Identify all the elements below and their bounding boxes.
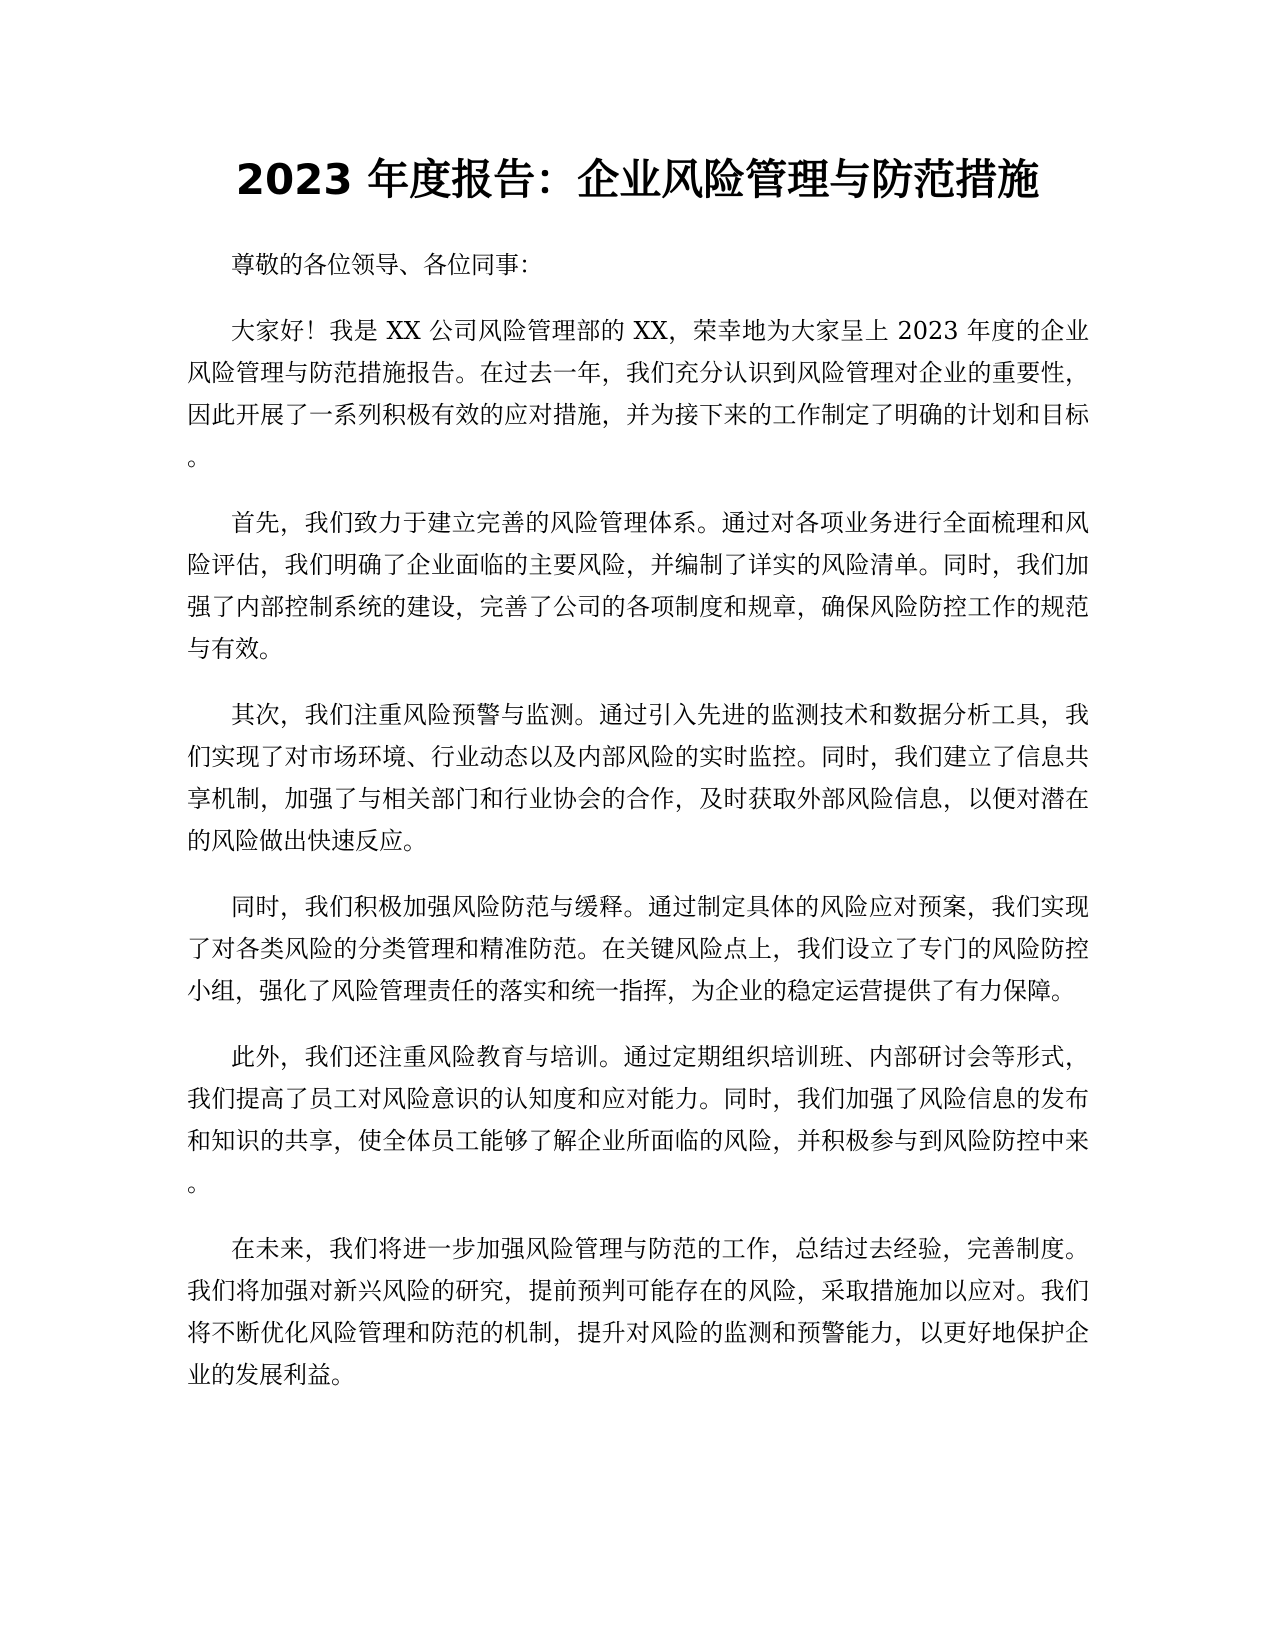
paragraph-training: 此外，我们还注重风险教育与培训。通过定期组织培训班、内部研讨会等形式，我们提高了员工对风险意识的认知度和应对能力。同时，我们加强了风险信息的发布和知识的共享，使全体员工能够了解企业所面临的风险，并积极参与到风险防控中来。 bbox=[187, 1043, 1089, 1197]
paragraph-prevention: 同时，我们积极加强风险防范与缓释。通过制定具体的风险应对预案，我们实现了对各类风险的分类管理和精准防范。在关键风险点上，我们设立了专门的风险防控小组，强化了风险管理责任的落实和统一指挥，为企业的稳定运营提供了有力保障。 bbox=[187, 893, 1089, 1005]
paragraph-monitoring: 其次，我们注重风险预警与监测。通过引入先进的监测技术和数据分析工具，我们实现了对市场环境、行业动态以及内部风险的实时监控。同时，我们建立了信息共享机制，加强了与相关部门和行业协会的合作，及时获取外部风险信息，以便对潜在的风险做出快速反应。 bbox=[187, 701, 1089, 855]
document-title: 2023 年度报告：企业风险管理与防范措施 bbox=[235, 155, 1040, 204]
paragraph-future: 在未来，我们将进一步加强风险管理与防范的工作，总结过去经验，完善制度。我们将加强对新兴风险的研究，提前预判可能存在的风险，采取措施加以应对。我们将不断优化风险管理和防范的机制，提升对风险的监测和预警能力，以更好地保护企业的发展利益。 bbox=[187, 1235, 1089, 1389]
paragraph-intro: 大家好！我是 XX 公司风险管理部的 XX，荣幸地为大家呈上 2023 年度的企业风险管理与防范措施报告。在过去一年，我们充分认识到风险管理对企业的重要性，因此开展了一系列积极有效的应对措施，并为接下来的工作制定了明确的计划和目标。 bbox=[187, 317, 1089, 471]
salutation: 尊敬的各位领导、各位同事： bbox=[231, 251, 543, 279]
paragraph-system: 首先，我们致力于建立完善的风险管理体系。通过对各项业务进行全面梳理和风险评估，我们明确了企业面临的主要风险，并编制了详实的风险清单。同时，我们加强了内部控制系统的建设，完善了公司的各项制度和规章，确保风险防控工作的规范与有效。 bbox=[187, 509, 1089, 663]
document-body bbox=[187, 244, 1089, 1420]
